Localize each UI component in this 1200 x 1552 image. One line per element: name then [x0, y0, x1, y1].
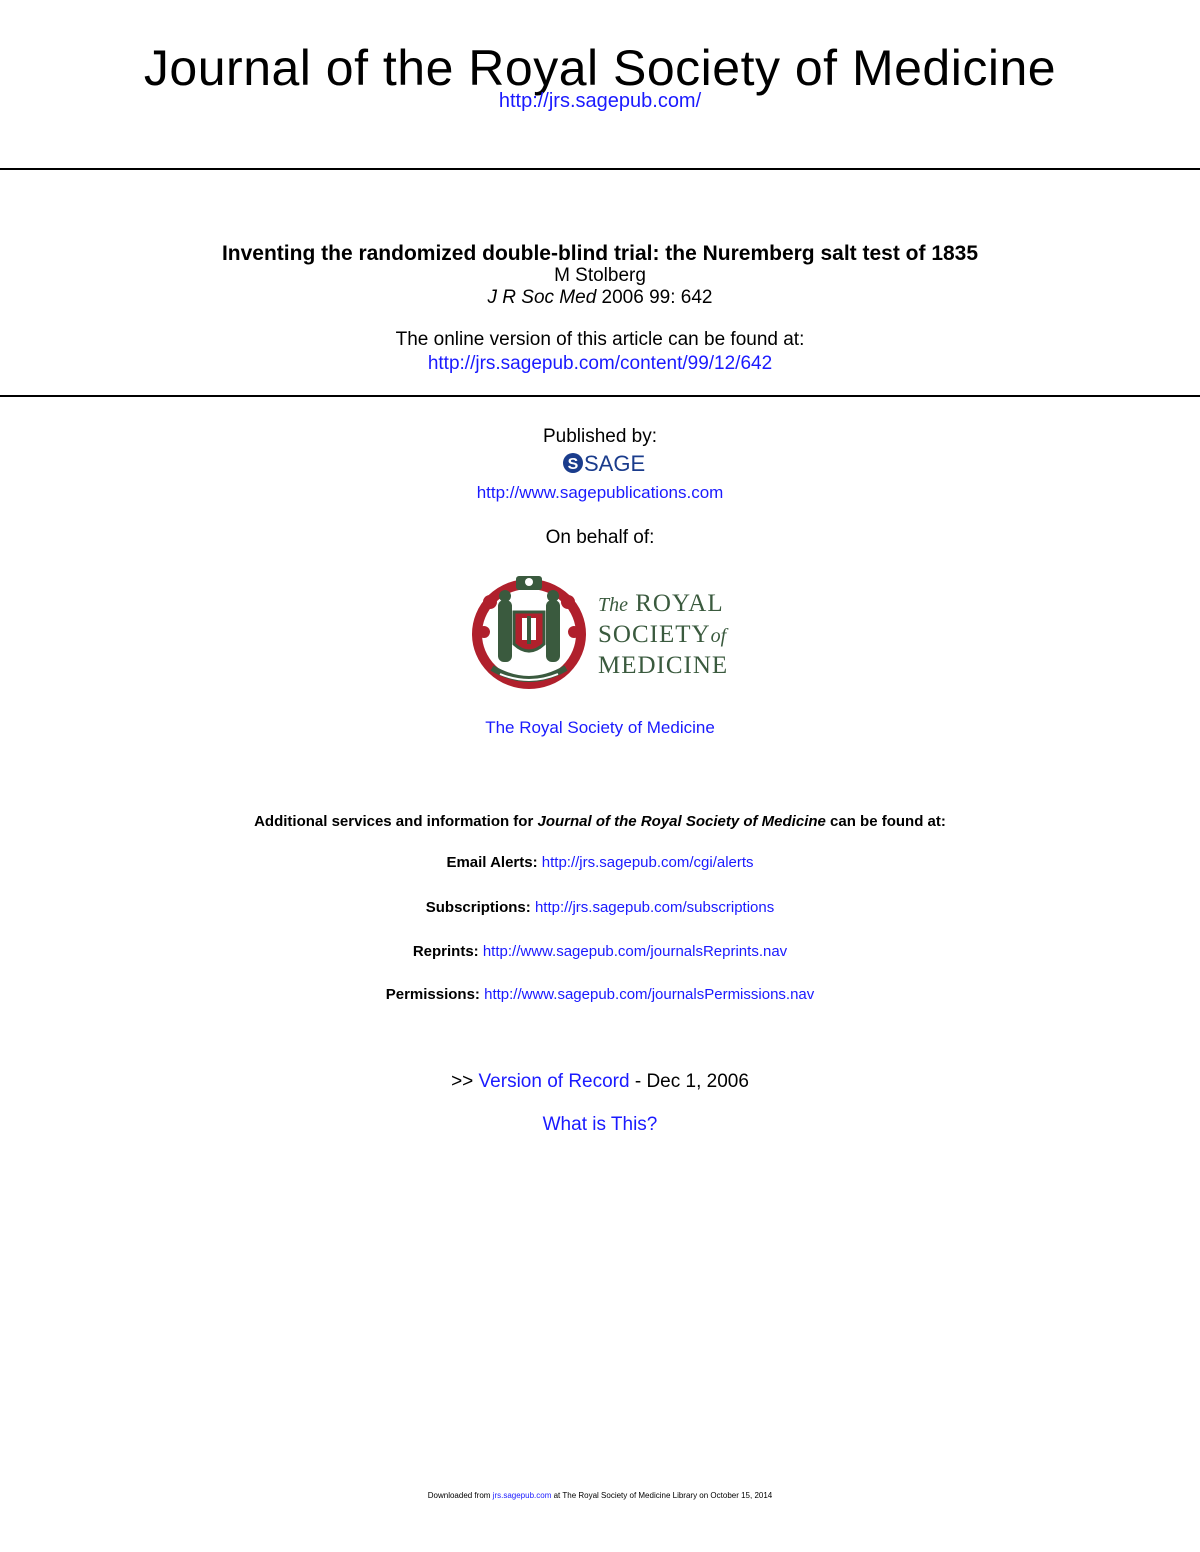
rsm-wordmark-society: SOCIETY — [598, 621, 711, 648]
subscriptions-row — [0, 899, 1200, 917]
rsm-wordmark-royal: ROYAL — [635, 590, 724, 617]
journal-title: Journal of the Royal Society of Medicine — [143, 40, 1057, 96]
online-version-link[interactable]: http://jrs.sagepub.com/content/99/12/642 — [427, 353, 773, 374]
what-is-this-row — [0, 1114, 1200, 1136]
online-version-text: The online version of this article can be found at: — [395, 329, 805, 350]
permissions-link[interactable]: http://www.sagepub.com/journalsPermissions.nav — [484, 986, 815, 1003]
services-intro-suffix: can be found at: — [830, 813, 946, 830]
footer-downloaded-from: Downloaded from — [427, 1491, 491, 1500]
subscriptions-link[interactable]: http://jrs.sagepub.com/subscriptions — [534, 899, 775, 916]
permissions-row — [0, 986, 1200, 1004]
vor-prefix: >> — [451, 1071, 474, 1092]
what-is-this-link[interactable]: What is This? — [542, 1114, 658, 1135]
rsm-wordmark-line2 — [598, 620, 758, 651]
email-alerts-link[interactable]: http://jrs.sagepub.com/cgi/alerts — [541, 854, 754, 871]
vor-date: - Dec 1, 2006 — [634, 1071, 749, 1092]
version-of-record-link[interactable]: Version of Record — [478, 1071, 630, 1092]
rsm-crest-icon — [470, 572, 588, 690]
services-intro-journal: Journal of the Royal Society of Medicine — [537, 813, 826, 830]
sage-logo-s: S — [567, 456, 579, 473]
version-of-record-row — [0, 1071, 1200, 1093]
sage-logo[interactable] — [561, 449, 651, 477]
journal-url-row — [0, 89, 1200, 113]
article-author: M Stolberg — [554, 265, 646, 286]
reprints-link[interactable]: http://www.sagepub.com/journalsReprints.nav — [482, 943, 788, 960]
subscriptions-label: Subscriptions: — [425, 899, 531, 916]
email-alerts-row — [0, 854, 1200, 872]
online-url-row — [0, 353, 1200, 375]
download-footer — [0, 1491, 1200, 1501]
rsm-wordmark-of: of — [710, 625, 727, 647]
rsm-wordmark — [598, 589, 758, 680]
footer-rest: at The Royal Society of Medicine Library on October 15, 2014 — [553, 1491, 773, 1500]
article-citation — [0, 287, 1200, 309]
rsm-link[interactable]: The Royal Society of Medicine — [485, 718, 715, 737]
middle-divider — [0, 395, 1200, 397]
permissions-label: Permissions: — [385, 986, 480, 1003]
citation-journal: J R Soc Med — [487, 287, 597, 308]
rsm-wordmark-the: The — [598, 594, 628, 616]
services-intro — [0, 813, 1200, 831]
reprints-row — [0, 943, 1200, 961]
journal-url-link[interactable]: http://jrs.sagepub.com/ — [498, 90, 702, 112]
published-by-label: Published by: — [542, 426, 658, 447]
citation-volume: 2006 99: 642 — [601, 287, 713, 308]
sage-logo-text: SAGE — [584, 451, 646, 476]
sage-url-row — [0, 483, 1200, 503]
rsm-wordmark-line3: MEDICINE — [598, 652, 729, 679]
reprints-label: Reprints: — [412, 943, 479, 960]
rsm-link-row — [0, 718, 1200, 738]
on-behalf-label: On behalf of: — [545, 527, 655, 548]
article-title: Inventing the randomized double-blind trial: the Nuremberg salt test of 1835 — [221, 242, 979, 265]
top-divider — [0, 168, 1200, 170]
sage-url-link[interactable]: http://www.sagepublications.com — [476, 483, 724, 502]
rsm-wordmark-line1 — [598, 589, 758, 620]
footer-site-link[interactable]: jrs.sagepub.com — [492, 1491, 552, 1500]
email-alerts-label: Email Alerts: — [446, 854, 538, 871]
services-intro-prefix: Additional services and information for — [254, 813, 534, 830]
